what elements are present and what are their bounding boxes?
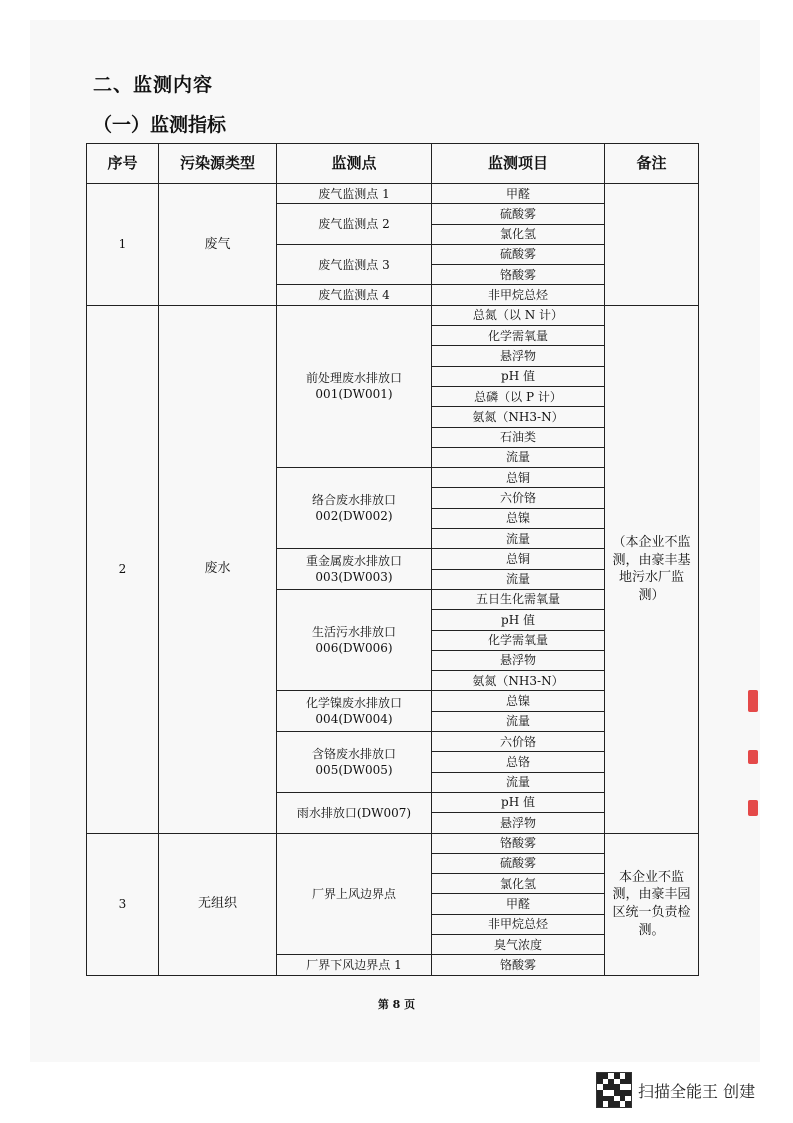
- cell-monitoring-item: 非甲烷总烃: [432, 914, 605, 934]
- cell-monitoring-item: 流量: [432, 447, 605, 467]
- cell-monitoring-point: 雨水排放口(DW007): [277, 792, 432, 833]
- cell-no: 3: [87, 833, 159, 975]
- cell-monitoring-item: 非甲烷总烃: [432, 285, 605, 305]
- table-row: [87, 184, 699, 204]
- scanner-brand-text: 扫描全能王 创建: [638, 1081, 756, 1101]
- cell-monitoring-item: 流量: [432, 569, 605, 589]
- qr-code-icon: [596, 1072, 632, 1108]
- cell-monitoring-point: 前处理废水排放口 001(DW001): [277, 305, 432, 467]
- cell-monitoring-point: 含铬废水排放口 005(DW005): [277, 732, 432, 793]
- cell-monitoring-item: 六价铬: [432, 488, 605, 508]
- table-row: [87, 833, 699, 853]
- scanner-watermark: [596, 1070, 755, 1110]
- cell-note: （本企业不监测，由豪丰基地污水厂监测）: [605, 305, 699, 833]
- cell-source-type: 无组织: [159, 833, 277, 975]
- cell-source-type: 废气: [159, 184, 277, 306]
- cell-monitoring-item: 氨氮（NH3-N）: [432, 671, 605, 691]
- cell-monitoring-item: 甲醛: [432, 184, 605, 204]
- cell-monitoring-point: 废气监测点 2: [277, 204, 432, 245]
- cell-monitoring-item: 铬酸雾: [432, 955, 605, 975]
- cell-monitoring-point: 废气监测点 4: [277, 285, 432, 305]
- cell-monitoring-point: 废气监测点 3: [277, 244, 432, 285]
- cell-monitoring-item: 臭气浓度: [432, 934, 605, 954]
- cell-monitoring-item: 硫酸雾: [432, 244, 605, 264]
- section-heading: 二、监测内容: [93, 74, 214, 96]
- cell-monitoring-item: 氯化氢: [432, 874, 605, 894]
- monitoring-table: [86, 143, 699, 976]
- cell-monitoring-item: 甲醛: [432, 894, 605, 914]
- cell-no: 1: [87, 184, 159, 306]
- cell-monitoring-item: 氯化氢: [432, 224, 605, 244]
- cell-monitoring-item: 化学需氧量: [432, 326, 605, 346]
- cell-monitoring-item: 硫酸雾: [432, 204, 605, 224]
- cell-monitoring-item: 总镍: [432, 508, 605, 528]
- cell-monitoring-item: 铬酸雾: [432, 265, 605, 285]
- cell-monitoring-item: 总氮（以 N 计）: [432, 305, 605, 325]
- cell-monitoring-item: 总铜: [432, 549, 605, 569]
- cell-no: 2: [87, 305, 159, 833]
- cell-monitoring-item: 石油类: [432, 427, 605, 447]
- table-body: [87, 184, 699, 976]
- cell-monitoring-item: 六价铬: [432, 732, 605, 752]
- cell-monitoring-item: 铬酸雾: [432, 833, 605, 853]
- cell-monitoring-item: pH 值: [432, 610, 605, 630]
- cell-monitoring-item: 流量: [432, 772, 605, 792]
- cell-note: [605, 184, 699, 306]
- header-no: 序号: [87, 144, 159, 184]
- cell-monitoring-point: 厂界下风边界点 1: [277, 955, 432, 975]
- red-seal-mark: [748, 750, 758, 764]
- cell-monitoring-item: 总镍: [432, 691, 605, 711]
- cell-monitoring-item: 流量: [432, 529, 605, 549]
- cell-monitoring-item: 硫酸雾: [432, 853, 605, 873]
- cell-monitoring-item: 总铬: [432, 752, 605, 772]
- cell-monitoring-item: 五日生化需氧量: [432, 589, 605, 609]
- cell-monitoring-item: 悬浮物: [432, 346, 605, 366]
- cell-monitoring-item: 总铜: [432, 468, 605, 488]
- header-note: 备注: [605, 144, 699, 184]
- header-item: 监测项目: [432, 144, 605, 184]
- table-row: [87, 305, 699, 325]
- cell-monitoring-item: 流量: [432, 711, 605, 731]
- table-header-row: [87, 144, 699, 184]
- cell-monitoring-point: 络合废水排放口 002(DW002): [277, 468, 432, 549]
- cell-monitoring-point: 废气监测点 1: [277, 184, 432, 204]
- cell-monitoring-item: 总磷（以 P 计）: [432, 386, 605, 406]
- cell-monitoring-item: 化学需氧量: [432, 630, 605, 650]
- cell-monitoring-point: 生活污水排放口 006(DW006): [277, 589, 432, 690]
- cell-source-type: 废水: [159, 305, 277, 833]
- cell-monitoring-item: 悬浮物: [432, 813, 605, 833]
- cell-monitoring-point: 重金属废水排放口 003(DW003): [277, 549, 432, 590]
- cell-monitoring-point: 厂界上风边界点: [277, 833, 432, 955]
- cell-monitoring-item: pH 值: [432, 366, 605, 386]
- page-number: 第 8 页: [377, 998, 416, 1011]
- cell-monitoring-item: 氨氮（NH3-N）: [432, 407, 605, 427]
- cell-note: 本企业不监测，由豪丰园区统一负责检测。: [605, 833, 699, 975]
- subsection-heading: （一）监测指标: [93, 114, 227, 136]
- header-type: 污染源类型: [159, 144, 277, 184]
- cell-monitoring-point: 化学镍废水排放口 004(DW004): [277, 691, 432, 732]
- red-seal-mark: [748, 800, 758, 816]
- header-point: 监测点: [277, 144, 432, 184]
- cell-monitoring-item: 悬浮物: [432, 650, 605, 670]
- red-seal-mark: [748, 690, 758, 712]
- cell-monitoring-item: pH 值: [432, 792, 605, 812]
